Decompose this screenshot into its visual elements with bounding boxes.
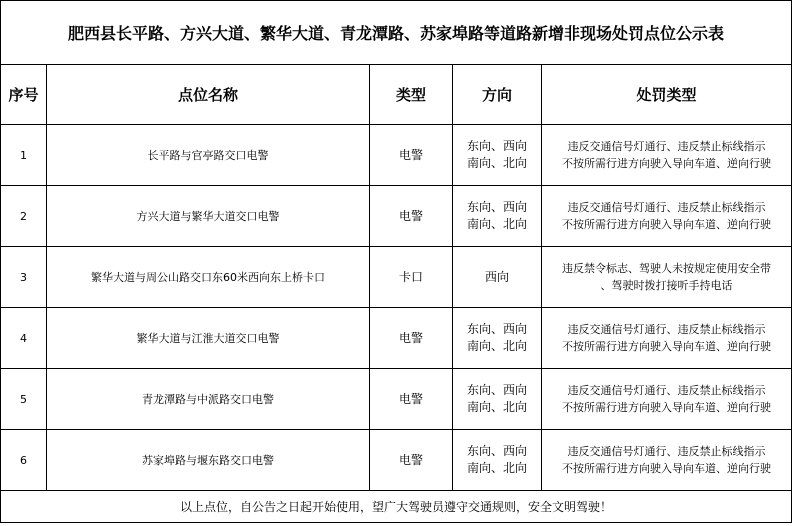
cell-index: 6: [1, 430, 47, 491]
table-row: [1, 186, 792, 247]
cell-direction: [453, 247, 542, 308]
cell-direction: [453, 125, 542, 186]
cell-penalty: [542, 308, 792, 369]
header-direction: 方向: [453, 65, 542, 125]
direction-line: 西向: [484, 269, 509, 284]
direction-line: 东向、西向: [466, 200, 527, 214]
penalty-line: 不按所需行进方向驶入导向车道、逆向行驶: [562, 340, 772, 353]
direction-line: 南向、北向: [466, 461, 527, 475]
table-row: [1, 247, 792, 308]
header-penalty: 处罚类型: [542, 65, 792, 125]
direction-line: 东向、西向: [466, 383, 527, 397]
cell-direction: [453, 186, 542, 247]
penalty-line: 不按所需行进方向驶入导向车道、逆向行驶: [562, 401, 772, 414]
table-title: 肥西县长平路、方兴大道、繁华大道、青龙潭路、苏家埠路等道路新增非现场处罚点位公示表: [1, 1, 792, 65]
cell-penalty: [542, 369, 792, 430]
penalty-line: 不按所需行进方向驶入导向车道、逆向行驶: [562, 218, 772, 231]
cell-penalty: [542, 186, 792, 247]
penalty-line: 不按所需行进方向驶入导向车道、逆向行驶: [562, 462, 772, 475]
penalty-line: 违反交通信号灯通行、违反禁止标线指示: [567, 384, 766, 397]
direction-line: 南向、北向: [466, 156, 527, 170]
penalty-line: 违反交通信号灯通行、违反禁止标线指示: [567, 323, 766, 336]
direction-line: 东向、西向: [466, 322, 527, 336]
cell-location: 苏家埠路与堰东路交口电警: [47, 430, 370, 491]
header-index: 序号: [1, 65, 47, 125]
cell-index: 4: [1, 308, 47, 369]
cell-type: 电警: [370, 430, 453, 491]
cell-type: 电警: [370, 369, 453, 430]
penalty-line: 违反禁令标志、驾驶人未按规定使用安全带: [562, 262, 772, 275]
cell-location: 长平路与官亭路交口电警: [47, 125, 370, 186]
table-row: [1, 308, 792, 369]
penalty-line: 、驾驶时拨打接听手持电话: [600, 279, 733, 292]
cell-direction: [453, 308, 542, 369]
cell-type: 电警: [370, 308, 453, 369]
penalty-line: 违反交通信号灯通行、违反禁止标线指示: [567, 140, 766, 153]
cell-index: 1: [1, 125, 47, 186]
direction-line: 东向、西向: [466, 444, 527, 458]
cell-index: 2: [1, 186, 47, 247]
cell-direction: [453, 369, 542, 430]
cell-type: 电警: [370, 125, 453, 186]
penalty-line: 违反交通信号灯通行、违反禁止标线指示: [567, 201, 766, 214]
cell-index: 5: [1, 369, 47, 430]
cell-location: 繁华大道与江淮大道交口电警: [47, 308, 370, 369]
direction-line: 南向、北向: [466, 339, 527, 353]
cell-location: 繁华大道与周公山路交口东60米西向东上桥卡口: [47, 247, 370, 308]
header-row: [1, 65, 792, 125]
direction-line: 东向、西向: [466, 139, 527, 153]
cell-location: 方兴大道与繁华大道交口电警: [47, 186, 370, 247]
cell-penalty: [542, 247, 792, 308]
table-row: [1, 369, 792, 430]
cell-type: 卡口: [370, 247, 453, 308]
cell-index: 3: [1, 247, 47, 308]
penalty-line: 违反交通信号灯通行、违反禁止标线指示: [567, 445, 766, 458]
penalty-line: 不按所需行进方向驶入导向车道、逆向行驶: [562, 157, 772, 170]
cell-penalty: [542, 430, 792, 491]
direction-line: 南向、北向: [466, 217, 527, 231]
cell-penalty: [542, 125, 792, 186]
cell-direction: [453, 430, 542, 491]
table-row: [1, 430, 792, 491]
cell-type: 电警: [370, 186, 453, 247]
footer-notice: 以上点位，自公告之日起开始使用，望广大驾驶员遵守交通规则，安全文明驾驶！: [1, 491, 792, 523]
table-row: [1, 125, 792, 186]
cell-location: 青龙潭路与中派路交口电警: [47, 369, 370, 430]
header-location: 点位名称: [47, 65, 370, 125]
direction-line: 南向、北向: [466, 400, 527, 414]
header-type: 类型: [370, 65, 453, 125]
